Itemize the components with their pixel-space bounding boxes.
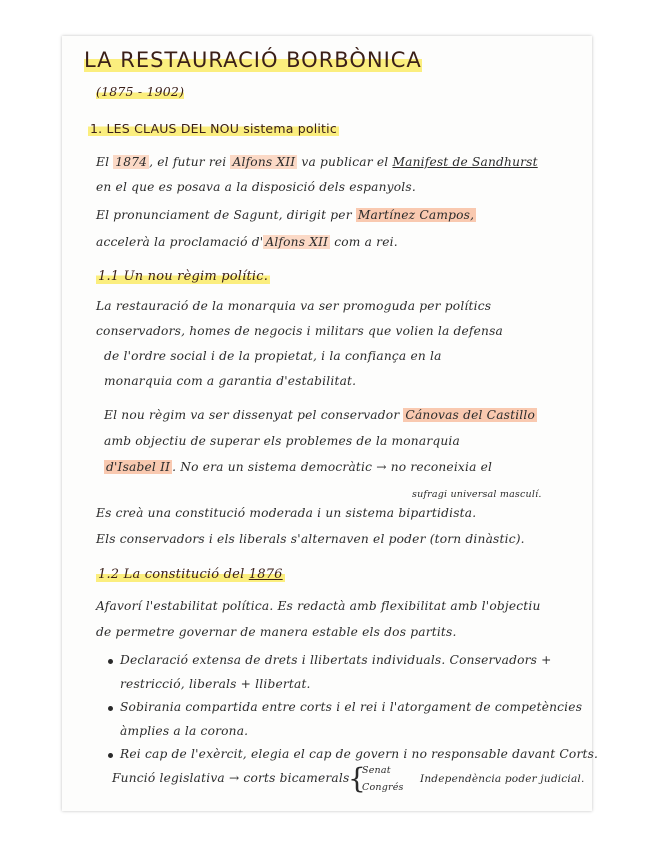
s11-p2-line-1: [104, 408, 537, 422]
text-run: Es creà una constitució moderada i un sistema bipartidista.: [96, 506, 477, 520]
s11-p1-line-1: [96, 299, 491, 313]
section-1-2-heading-text: [96, 567, 285, 582]
highlighted-name: d'Isabel II: [106, 460, 171, 474]
s1-p2-line-2: [96, 235, 398, 249]
bullet-3-line-1: [120, 747, 598, 761]
s12-intro-line-1: [96, 599, 541, 613]
text-run: 1.2 La constitució del: [98, 567, 249, 582]
s11-p3-line-2: [96, 532, 525, 546]
curly-brace-icon: {: [348, 762, 366, 795]
section-1-2-heading: [96, 567, 285, 582]
s11-p2-line-3: [104, 460, 492, 474]
bullet-2-line-1: [120, 700, 582, 714]
bullet-1-line-1: [120, 653, 552, 667]
text-run: Afavorí l'estabilitat política. Es redactà amb flexibilitat amb l'objectiu: [96, 599, 541, 613]
date-range-text: (1875 - 1902): [96, 84, 185, 99]
text-run: El: [96, 155, 114, 169]
text-run: El pronunciament de Sagunt, dirigit per: [96, 208, 356, 222]
s1-p2-line-1: [96, 208, 476, 222]
highlighted-name: Alfons XII: [232, 155, 296, 169]
text-run: de l'ordre social i de la propietat, i la confiança en la: [104, 349, 442, 363]
highlighted-name: Cánovas del Castillo: [405, 408, 536, 422]
text-run: sufragi universal masculí.: [412, 489, 542, 500]
s11-p1-line-3: [104, 349, 442, 363]
text-run: Funció legislativa → corts bicamerals: [112, 771, 350, 785]
section-1-1-heading: [96, 269, 270, 284]
s11-p1-line-2: [96, 324, 503, 338]
text-run: com a rei.: [330, 235, 398, 249]
text-run: de permetre governar de manera estable els dos partits.: [96, 625, 457, 639]
text-run: en el que es posava a la disposició dels espanyols.: [96, 180, 416, 194]
text-run: accelerà la proclamació d': [96, 235, 264, 249]
text-run: monarquia com a garantia d'estabilitat.: [104, 374, 357, 388]
section-1-heading-text: 1. LES CLAUS DEL NOU sistema politic: [90, 121, 337, 136]
bullet-2-line-2: [120, 724, 248, 738]
text-run: Rei cap de l'exèrcit, elegia el cap de govern i no responsable davant Corts.: [120, 747, 599, 761]
text-run: La restauració de la monarquia va ser promoguda per polítics: [96, 299, 492, 313]
text-run: . No era un sistema democràtic → no reconeixia el: [172, 460, 493, 474]
bullet-dot-icon: [108, 706, 113, 711]
text-run: restricció, liberals + llibertat.: [120, 677, 311, 691]
notebook-page: [62, 36, 592, 811]
senat-label: [362, 765, 391, 776]
text-run: Sobirania compartida entre corts i el rei i l'atorgament de competències: [120, 700, 583, 714]
s11-p2-line-4: [412, 489, 542, 500]
s12-intro-line-2: [96, 625, 457, 639]
s11-p1-line-4: [104, 374, 356, 388]
page-title: [84, 48, 422, 72]
text-run: va publicar el: [297, 155, 393, 169]
text-run: El nou règim va ser dissenyat pel conservador: [104, 408, 404, 422]
title-text: LA RESTAURACIÓ BORBÒNICA: [84, 48, 422, 72]
text-run: Els conservadors i els liberals s'alternaven el poder (torn dinàstic).: [96, 532, 525, 546]
text-run: Declaració extensa de drets i llibertats individuals. Conservadors +: [120, 653, 552, 667]
bullet-dot-icon: [108, 753, 113, 758]
text-run: àmplies a la corona.: [120, 724, 249, 738]
congres-label: [362, 782, 404, 793]
s1-p1-line-1: [96, 155, 538, 169]
highlighted-year: 1874: [115, 155, 148, 169]
text-run: amb objectiu de superar els problemes de la monarquia: [104, 434, 460, 448]
text-run: , el futur rei: [149, 155, 231, 169]
s1-p1-line-2: [96, 180, 416, 194]
date-range: [96, 84, 184, 99]
bullet-dot-icon: [108, 659, 113, 664]
s11-p3-line-1: [96, 506, 476, 520]
underlined-term: Manifest de Sandhurst: [392, 155, 538, 169]
section-1-1-heading-text: 1.1 Un nou règim polític.: [98, 269, 269, 284]
bullet-3-line-2: [112, 771, 349, 785]
bullet-1-line-2: [120, 677, 311, 691]
text-run: Independència poder judicial.: [420, 773, 585, 785]
text-run: Congrés: [362, 782, 404, 793]
text-run: Senat: [362, 765, 391, 776]
highlighted-name: Alfons XII: [265, 235, 329, 249]
bullet-3-line-2-end: [420, 773, 585, 785]
highlighted-name: Martínez Campos,: [357, 208, 475, 222]
s11-p2-line-2: [104, 434, 460, 448]
text-run: conservadors, homes de negocis i militars que volien la defensa: [96, 324, 504, 338]
highlighted-year: 1876: [248, 567, 283, 582]
section-1-heading: [88, 121, 339, 136]
